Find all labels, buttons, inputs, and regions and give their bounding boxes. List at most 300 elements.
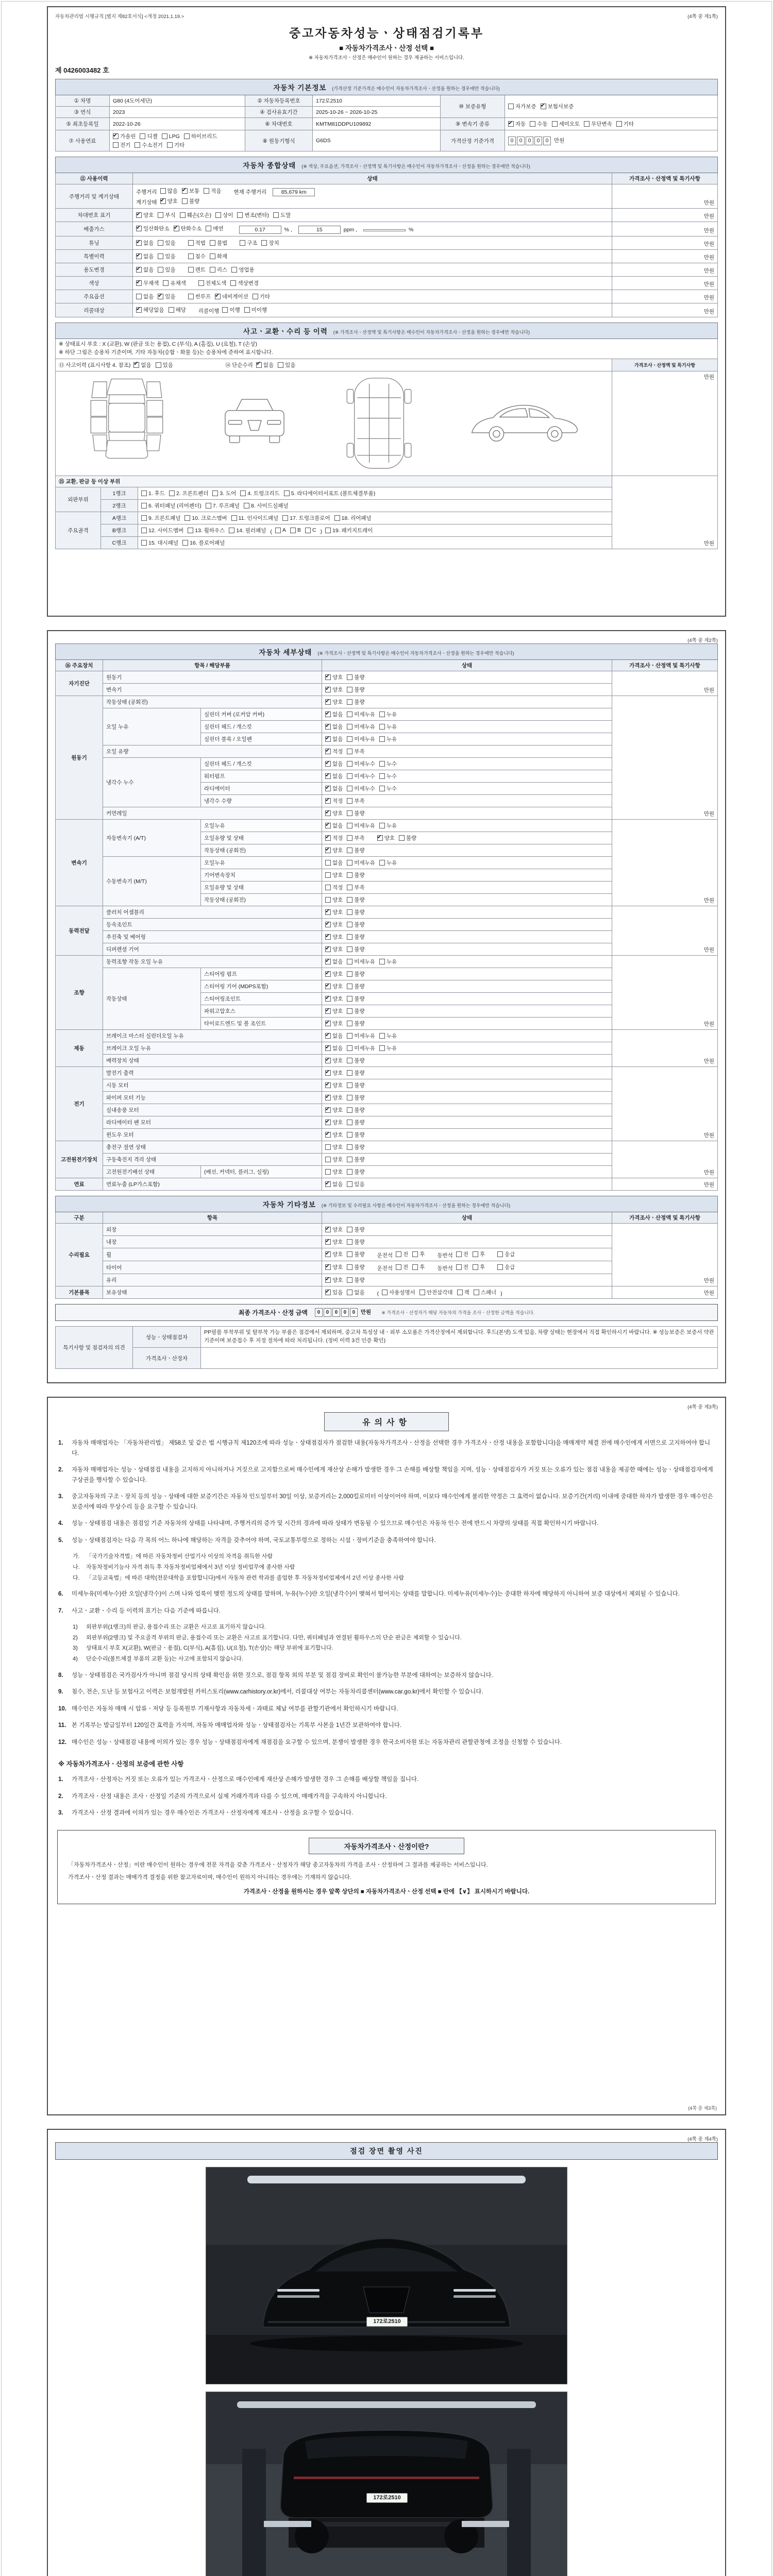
checkbox [325, 846, 343, 854]
checkbox [325, 686, 343, 693]
checkbox-box [325, 749, 331, 754]
item-column: 항목 / 해당부품 [103, 660, 322, 671]
definition-line-2: 가격조사ㆍ산정 결과는 매매가격 결정을 위한 참고자료이며, 매수인이 원하지 아니하는 경우에는 기재하지 않습니다. [68, 1874, 351, 1880]
damage-note: (※ 가격조사ㆍ산정액 및 특기사항은 매수인이 자동차가격조사ㆍ산정을 원하는 경우에만 적습니다) [333, 330, 530, 335]
checkbox-label: 미세누유 [354, 860, 375, 866]
checkbox [347, 760, 375, 768]
digit-box: 0 [332, 1308, 340, 1317]
checkbox-box [256, 362, 262, 368]
checkbox-label: 있음 [165, 294, 176, 300]
checkbox [347, 884, 364, 891]
checkbox [325, 809, 343, 817]
item-name: 와이퍼 모터 기능 [103, 1092, 322, 1104]
checkbox-box [182, 188, 188, 194]
page-1 [47, 6, 726, 617]
checkbox-box [347, 1144, 352, 1150]
definition-line-1: 「자동차가격조사ㆍ산정」이란 매수인이 원하는 경우에 전문 자격을 갖춘 가격조사ㆍ산정자가 해당 중고자동차의 가격을 조사ㆍ산정하여 그 결과를 제공하는 서비스입니다. [68, 1862, 488, 1868]
item-state [322, 758, 612, 770]
checkbox-label: 전 [403, 1251, 409, 1258]
checkbox-box [347, 959, 352, 964]
price-cell: 만원 [612, 820, 717, 906]
checkbox-box [325, 810, 331, 816]
checkbox-box [325, 984, 331, 989]
checkbox-label: 불량 [354, 674, 365, 681]
item-name: 윈도우 모터 [103, 1129, 322, 1141]
checkbox [347, 723, 375, 731]
checkbox-box [379, 724, 385, 730]
checkbox-label: 12. 사이드멤버 [148, 527, 184, 534]
checkbox [231, 514, 279, 522]
checkbox-label: 누유 [386, 724, 397, 730]
notice-number: 11. [58, 1722, 66, 1729]
usage-history-label: 배출가스 [56, 222, 133, 236]
checkbox-box [240, 490, 246, 496]
checkbox [198, 279, 227, 287]
comment-row-1 [56, 1327, 718, 1348]
checkbox-box [141, 503, 147, 509]
first-registration-value: 2022-10-26 [110, 118, 245, 130]
device-item-row [56, 696, 718, 708]
usage-history-label: 색상 [56, 277, 133, 290]
device-label: 조향 [56, 956, 103, 1030]
checkbox-box [325, 724, 331, 730]
checkbox [158, 293, 175, 300]
checkbox-box [379, 711, 385, 717]
checkbox-label: 누수 [386, 786, 397, 792]
checkbox-box [347, 1181, 352, 1187]
price-cell: 만원 [612, 209, 718, 222]
checkbox [399, 834, 416, 842]
item-subpart: 라디에이터 [201, 783, 322, 795]
checkbox-box [347, 1058, 352, 1063]
checkbox-box [347, 724, 352, 730]
checkbox [325, 1081, 343, 1089]
engine-type-label: ⑧ 원동기형식 [245, 130, 313, 151]
checkbox-label: 리스 [216, 267, 228, 273]
checkbox-label: 잭 [464, 1290, 469, 1296]
checkbox-box [136, 240, 142, 246]
item-subpart: 기어변속장치 [201, 869, 322, 882]
usage-history-row [56, 290, 718, 303]
checkbox-label: 미세누유 [354, 736, 375, 742]
checkbox-label: 자가보증 [515, 104, 536, 110]
checkbox-box [325, 786, 331, 791]
checkbox-label: 디젤 [147, 133, 158, 140]
notice-text: 중고자동차의 구조ㆍ장치 등의 성능ㆍ상태에 대한 보증기간은 자동차 인도일부터 30일 이상, 보증거리는 2,000킬로미터 이상이어야 하며, 이보다 매수인에게 불리한 약정은 그 효력이 없습니다. 보증기간(거리) 이내에 중대한 하자가 발생한 경우 매수인은 보증서에 따라 무상수리 등을 요구할 수 있습니다. [72, 1494, 713, 1510]
price-cell: 만원 [612, 184, 718, 209]
checkbox-box [325, 1290, 331, 1295]
checkbox-label: 일산화탄소 [143, 226, 170, 232]
model-year-value: 2023 [110, 107, 245, 118]
checkbox-box [188, 240, 194, 246]
checkbox-box [347, 1008, 352, 1014]
rank-label: 2랭크 [101, 499, 138, 512]
price-cell: 만원 [612, 222, 718, 236]
checkbox-box [347, 909, 352, 915]
item-name: 냉각수 누수 [103, 758, 201, 807]
checkbox [379, 958, 397, 965]
checkbox [158, 252, 175, 260]
checkbox-box [347, 1021, 352, 1026]
checkbox [136, 306, 164, 314]
detail-header [56, 644, 718, 660]
device-label: 원동기 [56, 696, 103, 820]
inspection-validity-label: ④ 검사유효기간 [245, 107, 313, 118]
usage-history-label: 차대번호 표기 [56, 209, 133, 222]
checkbox-box [347, 934, 352, 940]
item-state [322, 1079, 612, 1092]
checkbox-label: 있음 [162, 362, 173, 368]
base-price-label: 가격산정 기준가격 [441, 130, 505, 151]
rank-label: C랭크 [101, 536, 138, 549]
notice-item [58, 1438, 715, 1459]
checkbox-label: 전 [463, 1264, 468, 1270]
checkbox-box [325, 1132, 331, 1138]
notice-number: 2. [58, 1467, 63, 1473]
notice-number: 7. [58, 1607, 63, 1614]
comprehensive-title: 자동차 종합상태 [243, 162, 296, 170]
checkbox [253, 293, 270, 300]
item-name: 충전구 절연 상태 [103, 1141, 322, 1154]
checkbox-label: 없음 [332, 860, 343, 866]
checkbox-box [347, 872, 352, 878]
checkbox [325, 1180, 343, 1188]
checkbox [169, 489, 208, 497]
checkbox [141, 539, 178, 547]
checkbox [182, 197, 199, 205]
page4-marker-row [55, 2135, 718, 2142]
checkbox [188, 266, 206, 274]
item-subpart: 오일유량 및 상태 [201, 832, 322, 844]
checkbox [325, 896, 343, 904]
photos-section-title: 점검 장면 촬영 사진 [55, 2142, 718, 2160]
checkbox [347, 1180, 364, 1188]
checkbox-label: 훼손(오손) [187, 212, 212, 218]
checkbox-label: 응급 [505, 1264, 515, 1270]
item-name: 작동상태 [103, 968, 201, 1030]
notice-item [58, 1606, 715, 1617]
checkbox [347, 772, 375, 780]
checkbox-label: 불량 [354, 1277, 365, 1283]
checkbox [347, 859, 375, 867]
checkbox-label: 없음 [332, 724, 343, 730]
checkbox-box [325, 934, 331, 940]
checkbox-label: 15. 대시패널 [148, 539, 179, 546]
definition-title: 자동차가격조사ㆍ산정이란? [309, 1838, 464, 1854]
checkbox-label: 누유 [386, 1045, 397, 1052]
checkbox [541, 103, 574, 110]
checkbox-box [347, 1169, 352, 1175]
price-cell: 만원 [612, 906, 717, 956]
item-state [322, 820, 612, 832]
checkbox-label: 누유 [386, 711, 397, 718]
checkbox-box [325, 1277, 331, 1283]
checkbox-box [325, 1120, 331, 1125]
checkbox [347, 698, 364, 706]
checkbox-label: 수동 [537, 121, 548, 127]
checkbox-box [163, 280, 169, 286]
device-item-row [56, 1224, 718, 1236]
checkbox-label: 양호 [332, 1082, 343, 1089]
checkbox [412, 1263, 425, 1271]
digit-box: 0 [315, 1308, 323, 1317]
device-column: ⑯ 주요장치 [56, 660, 103, 671]
usage-history-row [56, 303, 718, 317]
checkbox [325, 822, 343, 829]
rank-label: B랭크 [101, 524, 138, 536]
item-state [322, 1055, 612, 1067]
checkbox [508, 103, 536, 110]
etc-header [56, 1196, 718, 1212]
rank-items [138, 524, 612, 536]
checkbox-box [347, 699, 352, 705]
checkbox-label: 없음 [332, 736, 343, 742]
device-item-row [56, 1030, 718, 1042]
checkbox-box [325, 773, 331, 779]
item-subpart: 오일유량 및 상태 [201, 882, 322, 894]
accident-history-field [59, 361, 177, 369]
checkbox-label: 7. 루프패널 [212, 502, 240, 509]
inspection-photo-underside [206, 2392, 567, 2576]
checkbox-label: 양호 [332, 699, 343, 705]
notice-item [58, 1465, 715, 1485]
checkbox [240, 239, 257, 247]
checkbox-label: 양호 [332, 810, 343, 817]
warranty-list [55, 1775, 718, 1819]
item-subpart: 실린더 블록 / 오일팬 [201, 733, 322, 745]
checkbox-label: 미세누유 [354, 1045, 375, 1052]
checkbox [347, 686, 364, 693]
checkbox-box [273, 212, 279, 218]
checkbox-label: 무채색 [143, 280, 159, 286]
item-subpart: 오일누유 [201, 820, 322, 832]
checkbox-label: 네비게이션 [222, 294, 248, 300]
checkbox [347, 1226, 364, 1233]
notice-text: 매수인은 자동차 매매 시 압류ㆍ저당 등 등록원부 기재사항과 자동차세ㆍ과태료 체납 여부를 관할기관에서 확인하시기 바랍니다. [72, 1705, 398, 1712]
checkbox-box [198, 280, 204, 286]
checkbox-label: 안전삼각대 [426, 1290, 453, 1296]
notice-number: 10. [58, 1705, 66, 1712]
warranty-type-label: ⑩ 보증유형 [441, 95, 505, 118]
checkbox-label: 있음 [165, 253, 176, 260]
checkbox-label: 없음 [332, 959, 343, 965]
checkbox-box [347, 1157, 352, 1162]
checkbox-box [325, 959, 331, 964]
inline-text: % , [284, 227, 292, 233]
inline-text: ) [500, 1291, 502, 1297]
usage-history-row [56, 222, 718, 236]
car-diagrams [59, 373, 609, 474]
checkbox-label: 미세누수 [354, 761, 375, 767]
appraiser-opinion [201, 1348, 718, 1369]
warranty-item [58, 1775, 715, 1785]
checkbox-box [325, 528, 331, 533]
notice-sub-text: 「국가기술자격법」에 따른 자동차정비 산업기사 이상의 자격을 취득한 사람 [86, 1553, 273, 1560]
rank-items [138, 499, 612, 512]
item-name: 원동기 [103, 671, 322, 684]
vin-label: ⑥ 차대번호 [245, 118, 313, 130]
checkbox-label: 없음 [332, 761, 343, 767]
checkbox [347, 1289, 364, 1296]
checkbox [325, 1020, 343, 1027]
checkbox [325, 1226, 343, 1233]
checkbox-box [325, 1144, 331, 1150]
page2-marker-row [55, 636, 718, 643]
checkbox-box [167, 142, 173, 148]
checkbox-label: 누유 [386, 823, 397, 829]
checkbox-box [325, 946, 331, 952]
item-name: 발전기 출력 [103, 1067, 322, 1079]
item-name: 내장 [103, 1236, 322, 1248]
checkbox [325, 1094, 343, 1101]
checkbox-box [325, 1070, 331, 1076]
item-state [322, 684, 612, 696]
checkbox-label: 유채색 [170, 280, 186, 286]
checkbox [188, 239, 206, 247]
notice-sub-number: 나. [73, 1564, 80, 1570]
checkbox-box [325, 711, 331, 717]
accident-history-table [55, 323, 718, 549]
checkbox-label: 불량 [189, 198, 200, 205]
price-cell: 만원 [612, 1067, 717, 1141]
checkbox [256, 361, 274, 369]
notice-sub-text: 단순수리(볼트체결 부품의 교환 등)는 사고에 포함되지 않습니다. [86, 1656, 243, 1663]
notice-item [58, 1492, 715, 1512]
checkbox-box [396, 1264, 401, 1270]
device-item-row [56, 1067, 718, 1079]
notice-text: 미세누유(미세누수)란 오일(냉각수)이 스며 나와 얼룩이 맺힌 정도의 상태를 말하며, 누유(누수)란 오일(냉각수)이 맺혀서 떨어지는 상태를 말합니다. 미세누유(미세누수)는 중대한 하자에 해당하지 아니하여 보증 대상에서 제외될 수 있습니다. [72, 1591, 680, 1598]
checkbox [325, 1057, 343, 1064]
usage-history-state [133, 184, 612, 209]
checkbox-box [347, 1264, 352, 1270]
checkbox [325, 834, 343, 842]
checkbox-box [162, 133, 167, 139]
warranty-text: 가격조사ㆍ산정자는 거짓 또는 오류가 있는 가격조사ㆍ산정으로 매수인에게 재산상 손해가 발생한 경우 그 손해를 배상할 책임을 집니다. [72, 1776, 419, 1783]
checkbox-box [347, 1277, 352, 1283]
notice-number: 9. [58, 1689, 63, 1696]
checkbox-label: 양호 [332, 1157, 343, 1163]
item-subpart: 작동상태 (공회전) [201, 844, 322, 857]
page-marker: (4쪽 중 제3쪽) [687, 1404, 718, 1410]
checkbox-label: 불량 [354, 1021, 365, 1027]
item-state [322, 1154, 612, 1166]
state-line [136, 265, 609, 274]
photo-underside-illustration [206, 2392, 567, 2576]
checkbox [325, 1289, 343, 1296]
notice-item [58, 1589, 715, 1600]
checkbox-box [325, 687, 331, 692]
checkbox-label: 썬루프 [195, 294, 211, 300]
checkbox-label: 누유 [386, 860, 397, 866]
item-state [322, 1261, 612, 1274]
checkbox-box [182, 540, 188, 546]
checkbox [379, 723, 397, 731]
checkbox-label: 불량 [354, 946, 365, 953]
notice-text: 성능ㆍ상태점검자는 다음 각 목의 어느 하나에 해당하는 자격을 갖추어야 하며, 국토교통부령으로 정하는 시설ㆍ장비기준을 충족하여야 합니다. [72, 1537, 436, 1544]
checkbox-box [552, 121, 558, 127]
checkbox-label: 적음 [211, 188, 222, 194]
checkbox [158, 239, 175, 247]
checkbox-box [347, 1251, 352, 1257]
checkbox-label: 양호 [332, 1264, 343, 1270]
item-state [322, 956, 612, 968]
page-bottom-marker: (4쪽 중 제3쪽) [688, 2106, 717, 2111]
checkbox-label: 응급 [505, 1251, 515, 1258]
notice-text: 매수인은 성능ㆍ상태점검 내용에 이의가 있는 경우 성능ㆍ상태점검자에게 재점검을 요구할 수 있으며, 분쟁이 발생한 경우 한국소비자원 또는 자동차관리 관할관청에 조정을 신청할 수 있습니다. [72, 1739, 562, 1745]
checkbox [508, 120, 526, 128]
checkbox [412, 1250, 425, 1258]
checkbox [325, 958, 343, 965]
inspector-label: 성능ㆍ상태점검자 [133, 1327, 201, 1348]
checkbox [188, 252, 206, 260]
checkbox [347, 970, 364, 978]
checkbox-label: 전체도색 [205, 280, 227, 286]
checkbox-box [180, 212, 186, 218]
checkbox-label: 불량 [354, 897, 365, 903]
item-state [322, 857, 612, 869]
checkbox-label: 불량 [354, 1227, 365, 1233]
checkbox-label: 보험사보증 [547, 104, 574, 110]
checkbox-box [212, 490, 218, 496]
checkbox-label: 있음 [165, 267, 176, 273]
item-state [322, 906, 612, 919]
checkbox-label: 미세누유 [354, 823, 375, 829]
price-cell: 만원 [612, 277, 718, 290]
checkbox-box [334, 515, 340, 521]
item-subpart: 스티어링 기어 (MDPS포함) [201, 980, 322, 993]
checkbox [136, 211, 154, 219]
checkbox-label: 13. 휠하우스 [195, 527, 225, 534]
device-label: 동력전달 [56, 906, 103, 956]
checkbox [136, 252, 154, 260]
item-state [322, 1018, 612, 1030]
license-plate: 172로2510 [366, 2317, 408, 2327]
checkbox-label: 있음 [165, 240, 176, 246]
inline-text: 계기상태 [136, 199, 157, 206]
checkbox-label: 양호 [332, 922, 343, 928]
checkbox-box [347, 922, 352, 927]
checkbox-label: 사용설명서 [389, 1290, 415, 1296]
checkbox [325, 995, 343, 1003]
checkbox-box [284, 490, 290, 496]
checkbox-label: 불량 [354, 1169, 365, 1175]
checkbox-box [158, 294, 163, 299]
notice-text: 자동차 매매업자는 성능ㆍ상태점검 내용을 고지하지 아니하거나 거짓으로 고지함으로써 매수인에게 재산상 손해가 발생한 경우 그 손해를 배상할 책임을 지며, 성능ㆍ상태점검자가 거짓 또는 오류가 있는 점검 내용을 제공한 때에는 성능ㆍ상태점검자에게 구상권을 행사할 수 있습니다. [72, 1467, 713, 1483]
checkbox-box [508, 121, 514, 127]
checkbox-label: A [282, 527, 286, 533]
notice-subitem [73, 1634, 715, 1643]
rank-items [138, 487, 612, 499]
checkbox-label: 양호 [332, 1107, 343, 1113]
checkbox-box [230, 280, 236, 286]
item-state [322, 869, 612, 882]
fuel-type-label: ⑦ 사용연료 [56, 130, 110, 151]
notice-sub-text: 「고등교육법」에 따른 대학(전문대학을 포함합니다)에서 자동차 관련 학과를 졸업한 후 자동차정비업체에서 2년 이상 종사한 사람 [86, 1574, 405, 1581]
item-name: 실내송풍 모터 [103, 1104, 322, 1116]
digit-box: 0 [508, 137, 516, 145]
usage-history-row [56, 209, 718, 222]
checkbox-box [174, 226, 179, 231]
checkbox-box [497, 1251, 503, 1257]
item-name: 자동변속기 (A/T) [103, 820, 201, 857]
checkbox-box [616, 121, 622, 127]
item-name: 연료누출 (LP가스포함) [103, 1178, 322, 1191]
item-state [322, 1166, 612, 1178]
usage-history-column: ⑪ 사용이력 [56, 173, 133, 184]
item-name: 외장 [103, 1224, 322, 1236]
checkbox [210, 266, 227, 274]
page-2 [47, 630, 726, 1383]
